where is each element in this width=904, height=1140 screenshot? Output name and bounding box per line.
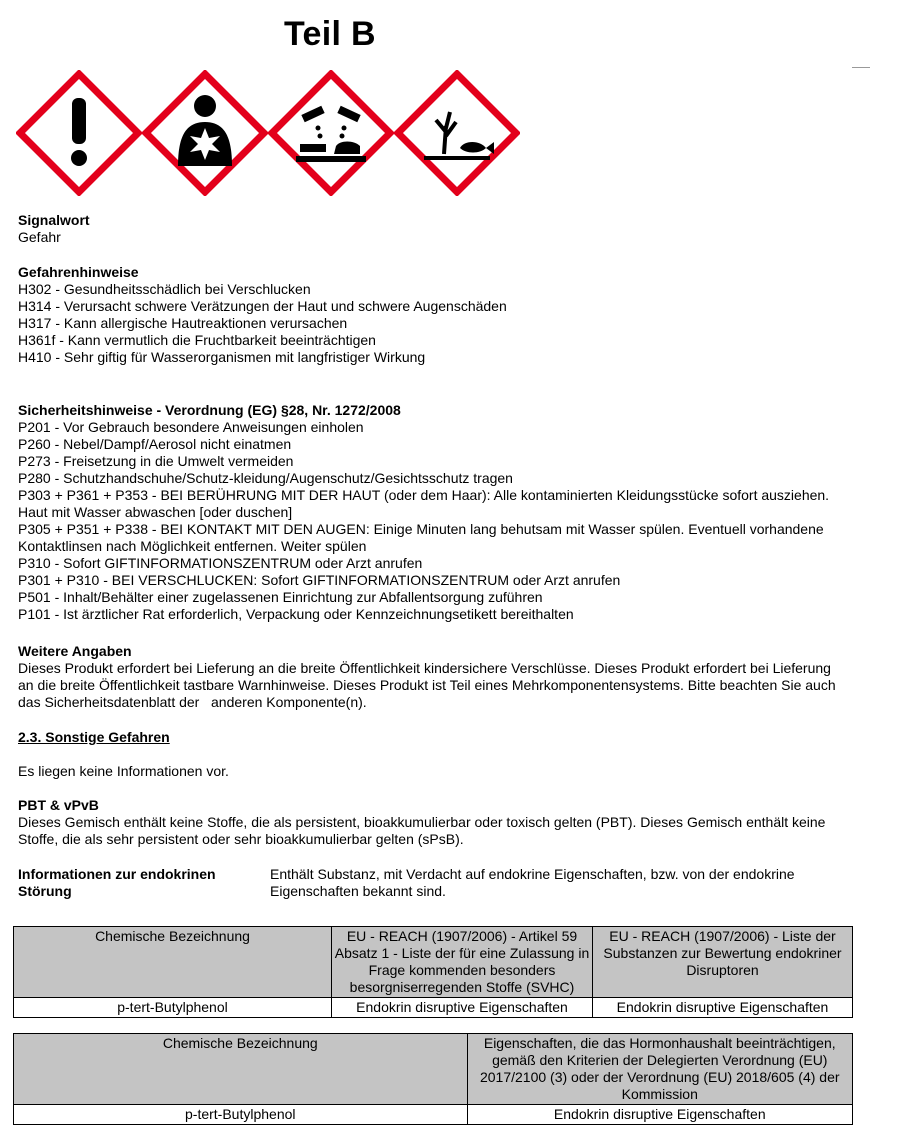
other-hazards-section xyxy=(18,729,848,746)
reach-table xyxy=(13,926,853,1018)
hazard-statement: H302 - Gesundheitsschädlich bei Verschlucken xyxy=(18,281,311,297)
table-cell: p-tert-Butylphenol xyxy=(14,1105,468,1125)
table-cell: Endokrin disruptive Eigenschaften xyxy=(332,998,593,1018)
signal-word-section xyxy=(18,212,848,246)
precautionary-statements-heading: Sicherheitshinweise - Verordnung (EG) §28, Nr. 1272/2008 xyxy=(18,402,401,418)
precautionary-statements-section xyxy=(18,402,848,623)
pbt-section xyxy=(18,797,848,848)
precautionary-statement: P305 + P351 + P338 - BEI KONTAKT MIT DEN AUGEN: Einige Minuten lang behutsam mit Wasser spülen. Eventuell vorhandene Kontaktlinsen nach Möglichkeit entfernen. Weiter spülen xyxy=(18,521,824,554)
endocrine-label: Informationen zur endokrinen Störung xyxy=(18,866,216,899)
endocrine-criteria-table xyxy=(13,1033,853,1125)
hazard-statement: H361f - Kann vermutlich die Fruchtbarkeit beeinträchtigen xyxy=(18,332,376,348)
divider xyxy=(852,67,870,68)
further-info-heading: Weitere Angaben xyxy=(18,643,132,659)
precautionary-statement: P501 - Inhalt/Behälter einer zugelassenen Einrichtung zur Abfallentsorgung zuführen xyxy=(18,589,543,605)
table-header: Chemische Bezeichnung xyxy=(14,1034,468,1105)
precautionary-statement: P101 - Ist ärztlicher Rat erforderlich, Verpackung oder Kennzeichnungsetikett bereithalten xyxy=(18,606,574,622)
table-header: Eigenschaften, die das Hormonhaushalt beeinträchtigen, gemäß den Kriterien der Delegierten Verordnung (EU) 2017/2100 (3) oder der Verordnung (EU) 2018/605 (4) der Kommission xyxy=(467,1034,852,1105)
table-cell: Endokrin disruptive Eigenschaften xyxy=(593,998,853,1018)
pbt-heading: PBT & vPvB xyxy=(18,797,99,813)
precautionary-statement: P201 - Vor Gebrauch besondere Anweisungen einholen xyxy=(18,419,364,435)
precautionary-statement: P303 + P361 + P353 - BEI BERÜHRUNG MIT DER HAUT (oder dem Haar): Alle kontaminierten Kleidungsstücke sofort ausziehen. Haut mit Wasser abwaschen [oder duschen] xyxy=(18,487,830,520)
further-info-text: Dieses Produkt erfordert bei Lieferung an die breite Öffentlichkeit kindersichere Verschlüsse. Dieses Produkt erfordert bei Lieferung an die breite Öffentlichkeit tastbare Warnhinweise. Dieses Produkt ist Teil eines Mehrkomponentensystems. Bitte beachten Sie auch das Sicherheitsdatenblatt der anderen Komponente(n). xyxy=(18,660,840,710)
table-header: EU - REACH (1907/2006) - Liste der Substanzen zur Bewertung endokriner Disruptoren xyxy=(593,927,853,998)
health-hazard-icon xyxy=(142,70,268,196)
table-header: EU - REACH (1907/2006) - Artikel 59 Absatz 1 - Liste der für eine Zulassung in Frage kommenden besonders besorgniserregenden Stoffe (SVHC) xyxy=(332,927,593,998)
signal-word-heading: Signalwort xyxy=(18,212,90,228)
table-header: Chemische Bezeichnung xyxy=(14,927,332,998)
endocrine-text: Enthält Substanz, mit Verdacht auf endokrine Eigenschaften, bzw. von der endokrine Eigenschaften bekannt sind. xyxy=(270,866,795,899)
signal-word-value: Gefahr xyxy=(18,229,61,245)
further-info-section xyxy=(18,643,848,711)
exclamation-mark-icon xyxy=(16,70,142,196)
other-hazards-text: Es liegen keine Informationen vor. xyxy=(18,763,229,779)
section-heading: 2.3. Sonstige Gefahren xyxy=(18,729,170,745)
corrosion-icon xyxy=(268,70,394,196)
table-row xyxy=(14,998,853,1018)
table-cell: p-tert-Butylphenol xyxy=(14,998,332,1018)
precautionary-statement: P273 - Freisetzung in die Umwelt vermeiden xyxy=(18,453,294,469)
precautionary-statement: P260 - Nebel/Dampf/Aerosol nicht einatmen xyxy=(18,436,292,452)
table-cell: Endokrin disruptive Eigenschaften xyxy=(467,1105,852,1125)
hazard-statement: H314 - Verursacht schwere Verätzungen der Haut und schwere Augenschäden xyxy=(18,298,507,314)
table-row xyxy=(14,1105,853,1125)
page-title: Teil B xyxy=(284,15,376,53)
hazard-statements-heading: Gefahrenhinweise xyxy=(18,264,139,280)
hazard-statement: H410 - Sehr giftig für Wasserorganismen mit langfristiger Wirkung xyxy=(18,349,426,365)
pbt-text: Dieses Gemisch enthält keine Stoffe, die als persistent, bioakkumulierbar oder toxisch gelten (PBT). Dieses Gemisch enthält keine Stoffe, die als sehr persistent oder sehr bioakkumulierbar gelten (sPsB). xyxy=(18,814,826,847)
precautionary-statement: P280 - Schutzhandschuhe/Schutz-kleidung/Augenschutz/Gesichtsschutz tragen xyxy=(18,470,513,486)
hazard-statement: H317 - Kann allergische Hautreaktionen verursachen xyxy=(18,315,348,331)
hazard-statements-section xyxy=(18,264,848,366)
environment-hazard-icon xyxy=(394,70,520,196)
precautionary-statement: P310 - Sofort GIFTINFORMATIONSZENTRUM oder Arzt anrufen xyxy=(18,555,423,571)
precautionary-statement: P301 + P310 - BEI VERSCHLUCKEN: Sofort GIFTINFORMATIONSZENTRUM oder Arzt anrufen xyxy=(18,572,621,588)
